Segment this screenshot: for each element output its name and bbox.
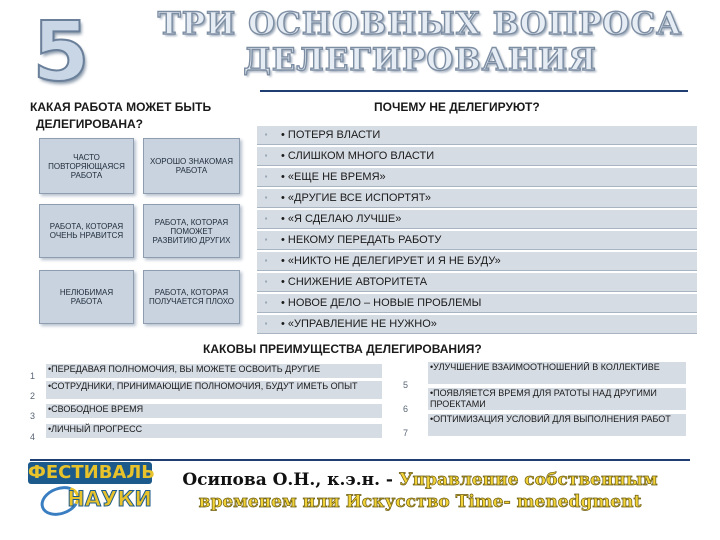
slide-number: 5 [32,5,90,100]
reason-item: ▪ • НОВОЕ ДЕЛО – НОВЫЕ ПРОБЛЕМЫ [257,294,697,313]
advantage-item: •ОПТИМИЗАЦИЯ УСЛОВИЙ ДЛЯ ВЫПОЛНЕНИЯ РАБОТ [428,414,686,436]
reason-item: ▪ • НЕКОМУ ПЕРЕДАТЬ РАБОТУ [257,231,697,250]
left-heading-line2: ДЕЛЕГИРОВАНА? [36,117,143,131]
work-cell: РАБОТА, КОТОРАЯ ПОЛУЧАЕТСЯ ПЛОХО [143,270,240,324]
footer-course-title: Управление собственным временем или Искусство Time- menedgment [198,470,658,512]
reason-item: ▪ • «ДРУГИЕ ВСЕ ИСПОРТЯТ» [257,189,697,208]
page-title-line1: ТРИ ОСНОВНЫХ ВОПРОСА [157,6,683,42]
work-cell: НЕЛЮБИМАЯ РАБОТА [39,270,134,324]
reason-item: ▪ • «Я СДЕЛАЮ ЛУЧШЕ» [257,210,697,229]
reason-item: ▪ • СЛИШКОМ МНОГО ВЛАСТИ [257,147,697,166]
advantage-number: 1 [30,371,36,381]
advantage-number: 2 [30,391,36,401]
advantages-heading: КАКОВЫ ПРЕИМУЩЕСТВА ДЕЛЕГИРОВАНИЯ? [203,342,482,356]
reason-item: ▪ • СНИЖЕНИЕ АВТОРИТЕТА [257,273,697,292]
festival-logo-bottom: НАУКИ [67,487,152,511]
reason-item: ▪ • «ЕЩЕ НЕ ВРЕМЯ» [257,168,697,187]
footer-author: Осипова О.Н., к.э.н. - [182,470,393,490]
work-cell: ЧАСТО ПОВТОРЯЮЩАЯСЯ РАБОТА [39,138,134,194]
advantage-item: •ПОЯВЛЯЕТСЯ ВРЕМЯ ДЛЯ РАТОТЫ НАД ДРУГИМИ ПРОЕКТАМИ [428,388,686,410]
advantage-number: 6 [403,404,409,414]
advantage-number: 3 [30,411,36,421]
advantage-item: •УЛУЧШЕНИЕ ВЗАИМООТНОШЕНИЙ В КОЛЛЕКТИВЕ [428,362,686,384]
advantage-item: •ПЕРЕДАВАЯ ПОЛНОМОЧИЯ, ВЫ МОЖЕТЕ ОСВОИТЬ ДРУГИЕ [46,364,382,378]
advantage-item: •СВОБОДНОЕ ВРЕМЯ [46,404,382,418]
reason-item: ▪ • «УПРАВЛЕНИЕ НЕ НУЖНО» [257,315,697,334]
left-heading-line1: КАКАЯ РАБОТА МОЖЕТ БЫТЬ [30,100,212,114]
work-cell: РАБОТА, КОТОРАЯ ПОМОЖЕТ РАЗВИТИЮ ДРУГИХ [143,204,240,258]
reason-item: ▪ • «НИКТО НЕ ДЕЛЕГИРУЕТ И Я НЕ БУДУ» [257,252,697,271]
advantage-number: 7 [403,428,409,438]
footer-divider [30,459,690,461]
advantage-number: 4 [30,432,36,442]
title-divider [260,90,688,92]
page-title-line2: ДЕЛЕГИРОВАНИЯ [243,42,597,78]
reason-item: ▪ • ПОТЕРЯ ВЛАСТИ [257,126,697,145]
right-heading: ПОЧЕМУ НЕ ДЕЛЕГИРУЮТ? [374,100,540,114]
festival-logo-top: ФЕСТИВАЛЬ [28,462,156,483]
work-cell: ХОРОШО ЗНАКОМАЯ РАБОТА [143,138,240,194]
advantage-item: •СОТРУДНИКИ, ПРИНИМАЮЩИЕ ПОЛНОМОЧИЯ, БУДУТ ИМЕТЬ ОПЫТ [46,381,382,399]
work-cell: РАБОТА, КОТОРАЯ ОЧЕНЬ НРАВИТСЯ [39,204,134,258]
advantage-number: 5 [403,380,409,390]
advantage-item: •ЛИЧНЫЙ ПРОГРЕСС [46,424,382,438]
footer-credit [160,469,680,513]
